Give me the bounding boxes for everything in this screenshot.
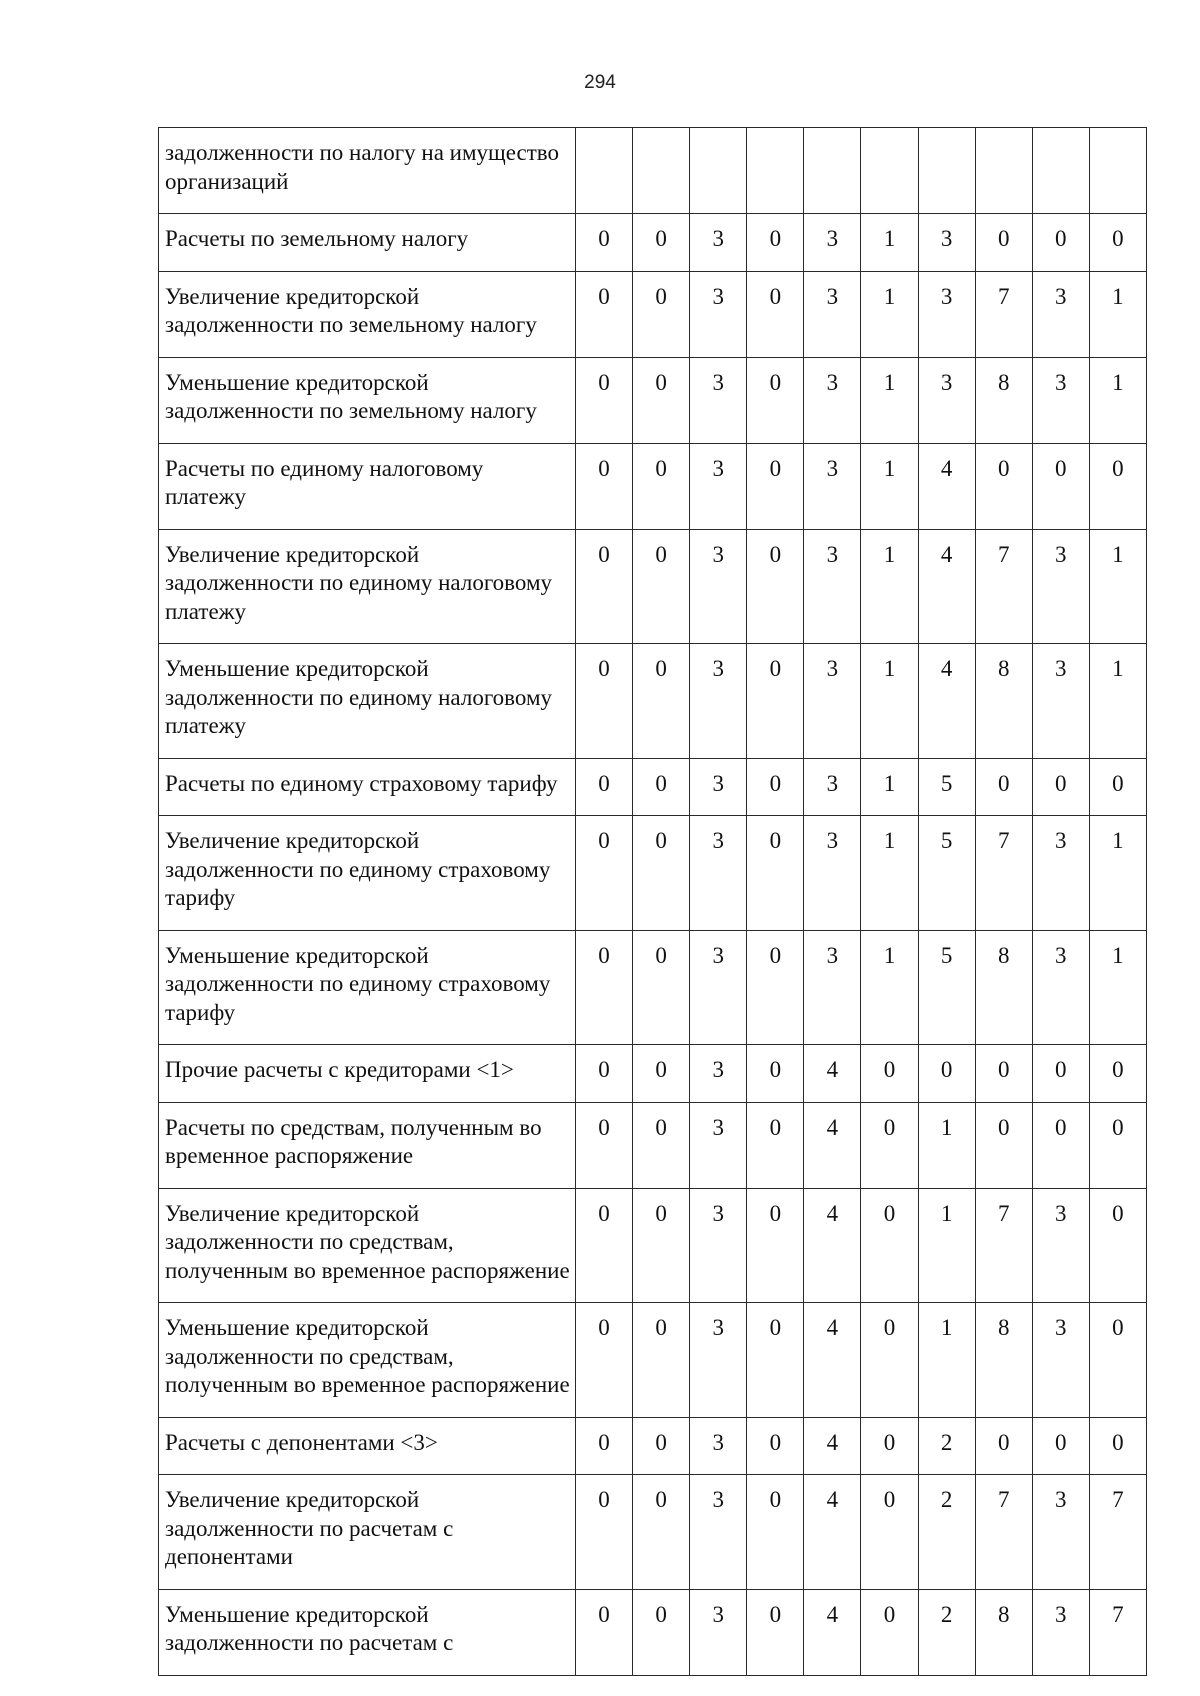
code-digit-cell: 0: [975, 1417, 1032, 1475]
row-name-cell: Расчеты по единому налоговому платежу: [159, 443, 576, 529]
code-digit-cell: 0: [576, 1303, 633, 1418]
row-name-cell: Увеличение кредиторской задолженности по средствам, полученным во временное распоряжение: [159, 1188, 576, 1303]
code-digit-cell: 3: [690, 443, 747, 529]
code-digit-cell: 1: [861, 443, 918, 529]
code-digit-cell: 0: [1089, 1303, 1146, 1418]
code-digit-cell: 4: [804, 1475, 861, 1590]
code-digit-cell: 0: [633, 1045, 690, 1103]
code-digit-cell: 1: [1089, 816, 1146, 931]
row-name-cell: Уменьшение кредиторской задолженности по единому налоговому платежу: [159, 644, 576, 759]
code-digit-cell: 3: [690, 1417, 747, 1475]
code-digit-cell: 7: [975, 816, 1032, 931]
code-digit-cell: 3: [690, 758, 747, 816]
code-digit-cell: 1: [918, 1303, 975, 1418]
code-digit-cell: 0: [747, 1188, 804, 1303]
code-digit-cell: 3: [690, 644, 747, 759]
table-row: [159, 1045, 1147, 1103]
code-digit-cell: 0: [1089, 214, 1146, 272]
code-digit-cell: 2: [918, 1475, 975, 1590]
code-digit-cell: 0: [576, 930, 633, 1045]
code-digit-cell: 0: [633, 1417, 690, 1475]
table-row: [159, 816, 1147, 931]
code-digit-cell: 3: [1032, 644, 1089, 759]
code-digit-cell: 0: [633, 816, 690, 931]
row-name-cell: Уменьшение кредиторской задолженности по земельному налогу: [159, 357, 576, 443]
code-digit-cell: 0: [1089, 1417, 1146, 1475]
code-digit-cell: 4: [918, 529, 975, 644]
code-digit-cell: 0: [633, 529, 690, 644]
account-codes-table: [158, 127, 1147, 1676]
row-name-cell: Прочие расчеты с кредиторами <1>: [159, 1045, 576, 1103]
code-digit-cell: 5: [918, 816, 975, 931]
code-digit-cell: 1: [918, 1102, 975, 1188]
code-digit-cell: 0: [747, 1102, 804, 1188]
code-digit-cell: 7: [975, 271, 1032, 357]
code-digit-cell: 3: [690, 214, 747, 272]
table-row: [159, 1102, 1147, 1188]
code-digit-cell: 3: [690, 1045, 747, 1103]
code-digit-cell: 0: [576, 644, 633, 759]
code-digit-cell: 4: [918, 644, 975, 759]
code-digit-cell: 7: [975, 1475, 1032, 1590]
code-digit-cell: 0: [975, 758, 1032, 816]
code-digit-cell: 0: [861, 1188, 918, 1303]
code-digit-cell: 4: [804, 1589, 861, 1675]
code-digit-cell: 7: [975, 1188, 1032, 1303]
code-digit-cell: 0: [1032, 1102, 1089, 1188]
row-name-cell: Расчеты по единому страховому тарифу: [159, 758, 576, 816]
code-digit-cell: 0: [1032, 758, 1089, 816]
row-name-cell: Увеличение кредиторской задолженности по земельному налогу: [159, 271, 576, 357]
code-digit-cell: 4: [918, 443, 975, 529]
code-digit-cell: 3: [1032, 1475, 1089, 1590]
code-digit-cell: 7: [1089, 1475, 1146, 1590]
table-row: [159, 214, 1147, 272]
code-digit-cell: 0: [576, 816, 633, 931]
code-digit-cell: 0: [861, 1045, 918, 1103]
code-digit-cell: 1: [861, 529, 918, 644]
code-digit-cell: 3: [690, 271, 747, 357]
code-digit-cell: [576, 128, 633, 214]
code-digit-cell: 0: [576, 443, 633, 529]
code-digit-cell: 0: [633, 271, 690, 357]
code-digit-cell: 3: [1032, 1589, 1089, 1675]
code-digit-cell: 0: [576, 1102, 633, 1188]
code-digit-cell: 0: [633, 214, 690, 272]
code-digit-cell: 4: [804, 1417, 861, 1475]
code-digit-cell: [918, 128, 975, 214]
table-body: [159, 128, 1147, 1676]
table-row: [159, 1417, 1147, 1475]
code-digit-cell: 5: [918, 758, 975, 816]
table-row: [159, 1188, 1147, 1303]
table-row: [159, 128, 1147, 214]
code-digit-cell: 0: [1032, 1417, 1089, 1475]
code-digit-cell: 0: [747, 271, 804, 357]
code-digit-cell: 1: [1089, 930, 1146, 1045]
code-digit-cell: 0: [576, 1417, 633, 1475]
code-digit-cell: 3: [690, 1589, 747, 1675]
code-digit-cell: 5: [918, 930, 975, 1045]
code-digit-cell: 0: [633, 357, 690, 443]
code-digit-cell: 1: [1089, 271, 1146, 357]
code-digit-cell: 0: [576, 271, 633, 357]
row-name-cell: Увеличение кредиторской задолженности по единому налоговому платежу: [159, 529, 576, 644]
row-name-cell: Расчеты по средствам, полученным во временное распоряжение: [159, 1102, 576, 1188]
code-digit-cell: 0: [633, 1188, 690, 1303]
table-row: [159, 271, 1147, 357]
code-digit-cell: 0: [1089, 758, 1146, 816]
code-digit-cell: 3: [690, 1303, 747, 1418]
code-digit-cell: 0: [1089, 1045, 1146, 1103]
code-digit-cell: 3: [804, 930, 861, 1045]
code-digit-cell: 2: [918, 1589, 975, 1675]
code-digit-cell: [1032, 128, 1089, 214]
code-digit-cell: 0: [975, 214, 1032, 272]
code-digit-cell: 0: [747, 644, 804, 759]
code-digit-cell: [975, 128, 1032, 214]
table-row: [159, 1303, 1147, 1418]
code-digit-cell: 3: [918, 214, 975, 272]
code-digit-cell: 0: [576, 1589, 633, 1675]
table-row: [159, 644, 1147, 759]
code-digit-cell: 3: [1032, 816, 1089, 931]
page-number: 294: [584, 72, 616, 93]
code-digit-cell: 0: [1032, 443, 1089, 529]
code-digit-cell: 1: [861, 930, 918, 1045]
code-digit-cell: [861, 128, 918, 214]
code-digit-cell: 8: [975, 1303, 1032, 1418]
row-name-cell: Уменьшение кредиторской задолженности по единому страховому тарифу: [159, 930, 576, 1045]
code-digit-cell: 0: [747, 1303, 804, 1418]
code-digit-cell: 0: [747, 1417, 804, 1475]
code-digit-cell: 3: [690, 1475, 747, 1590]
code-digit-cell: 0: [747, 758, 804, 816]
code-digit-cell: 3: [690, 357, 747, 443]
code-digit-cell: 1: [861, 758, 918, 816]
code-digit-cell: 0: [633, 644, 690, 759]
code-digit-cell: 1: [861, 644, 918, 759]
code-digit-cell: 3: [804, 644, 861, 759]
code-digit-cell: 0: [1089, 1102, 1146, 1188]
code-digit-cell: 0: [576, 214, 633, 272]
code-digit-cell: 1: [918, 1188, 975, 1303]
code-digit-cell: 0: [975, 1102, 1032, 1188]
code-digit-cell: 0: [861, 1589, 918, 1675]
code-digit-cell: 0: [747, 930, 804, 1045]
code-digit-cell: 0: [975, 1045, 1032, 1103]
code-digit-cell: 3: [1032, 529, 1089, 644]
code-digit-cell: 0: [576, 758, 633, 816]
code-digit-cell: 3: [1032, 271, 1089, 357]
code-digit-cell: 4: [804, 1188, 861, 1303]
code-digit-cell: 0: [747, 1589, 804, 1675]
code-digit-cell: [804, 128, 861, 214]
code-digit-cell: 3: [804, 214, 861, 272]
row-name-cell: Увеличение кредиторской задолженности по расчетам с депонентами: [159, 1475, 576, 1590]
code-digit-cell: 0: [576, 357, 633, 443]
code-digit-cell: 0: [633, 758, 690, 816]
code-digit-cell: 1: [861, 214, 918, 272]
code-digit-cell: 3: [804, 529, 861, 644]
code-digit-cell: 0: [747, 816, 804, 931]
code-digit-cell: [1089, 128, 1146, 214]
table-row: [159, 529, 1147, 644]
code-digit-cell: 0: [576, 1045, 633, 1103]
code-digit-cell: 0: [747, 443, 804, 529]
code-digit-cell: 1: [861, 271, 918, 357]
code-digit-cell: [633, 128, 690, 214]
code-digit-cell: 7: [1089, 1589, 1146, 1675]
code-digit-cell: 3: [1032, 930, 1089, 1045]
code-digit-cell: 8: [975, 357, 1032, 443]
code-digit-cell: 0: [1089, 443, 1146, 529]
code-digit-cell: 3: [918, 271, 975, 357]
code-digit-cell: 0: [918, 1045, 975, 1103]
table-row: [159, 758, 1147, 816]
code-digit-cell: 0: [975, 443, 1032, 529]
code-digit-cell: 3: [690, 1102, 747, 1188]
code-digit-cell: 1: [1089, 644, 1146, 759]
code-digit-cell: 0: [1032, 214, 1089, 272]
code-digit-cell: 0: [576, 529, 633, 644]
code-digit-cell: [747, 128, 804, 214]
row-name-cell: Расчеты с депонентами <3>: [159, 1417, 576, 1475]
code-digit-cell: 3: [690, 930, 747, 1045]
table-row: [159, 443, 1147, 529]
code-digit-cell: 0: [633, 1102, 690, 1188]
code-digit-cell: 0: [633, 443, 690, 529]
code-digit-cell: 3: [1032, 357, 1089, 443]
code-digit-cell: 3: [690, 1188, 747, 1303]
code-digit-cell: 3: [804, 357, 861, 443]
code-digit-cell: 1: [1089, 357, 1146, 443]
code-digit-cell: 0: [633, 1475, 690, 1590]
code-digit-cell: 0: [747, 357, 804, 443]
code-digit-cell: 3: [1032, 1188, 1089, 1303]
code-digit-cell: [690, 128, 747, 214]
code-digit-cell: 0: [633, 930, 690, 1045]
code-digit-cell: 8: [975, 930, 1032, 1045]
code-digit-cell: 3: [804, 758, 861, 816]
code-digit-cell: 0: [861, 1417, 918, 1475]
table-row: [159, 357, 1147, 443]
code-digit-cell: 1: [861, 816, 918, 931]
table-row: [159, 930, 1147, 1045]
code-digit-cell: 0: [861, 1102, 918, 1188]
code-digit-cell: 3: [804, 271, 861, 357]
code-digit-cell: 4: [804, 1303, 861, 1418]
code-digit-cell: 8: [975, 1589, 1032, 1675]
row-name-cell: Уменьшение кредиторской задолженности по средствам, полученным во временное распоряжение: [159, 1303, 576, 1418]
code-digit-cell: 0: [861, 1475, 918, 1590]
code-digit-cell: 3: [804, 816, 861, 931]
code-digit-cell: 0: [633, 1303, 690, 1418]
code-digit-cell: 3: [918, 357, 975, 443]
code-digit-cell: 0: [861, 1303, 918, 1418]
code-digit-cell: 1: [1089, 529, 1146, 644]
code-digit-cell: 1: [861, 357, 918, 443]
code-digit-cell: 0: [747, 1475, 804, 1590]
code-digit-cell: 3: [804, 443, 861, 529]
code-digit-cell: 3: [690, 529, 747, 644]
code-digit-cell: 3: [1032, 1303, 1089, 1418]
row-name-cell: Уменьшение кредиторской задолженности по расчетам с: [159, 1589, 576, 1675]
row-name-cell: задолженности по налогу на имущество организаций: [159, 128, 576, 214]
code-digit-cell: 7: [975, 529, 1032, 644]
code-digit-cell: 0: [747, 529, 804, 644]
code-digit-cell: 0: [576, 1475, 633, 1590]
table-row: [159, 1589, 1147, 1675]
code-digit-cell: 2: [918, 1417, 975, 1475]
code-digit-cell: 8: [975, 644, 1032, 759]
code-digit-cell: 0: [1032, 1045, 1089, 1103]
code-digit-cell: 3: [690, 816, 747, 931]
row-name-cell: Расчеты по земельному налогу: [159, 214, 576, 272]
table-row: [159, 1475, 1147, 1590]
row-name-cell: Увеличение кредиторской задолженности по единому страховому тарифу: [159, 816, 576, 931]
code-digit-cell: 0: [747, 214, 804, 272]
code-digit-cell: 0: [633, 1589, 690, 1675]
code-digit-cell: 4: [804, 1045, 861, 1103]
code-digit-cell: 0: [747, 1045, 804, 1103]
code-digit-cell: 0: [1089, 1188, 1146, 1303]
code-digit-cell: 0: [576, 1188, 633, 1303]
code-digit-cell: 4: [804, 1102, 861, 1188]
